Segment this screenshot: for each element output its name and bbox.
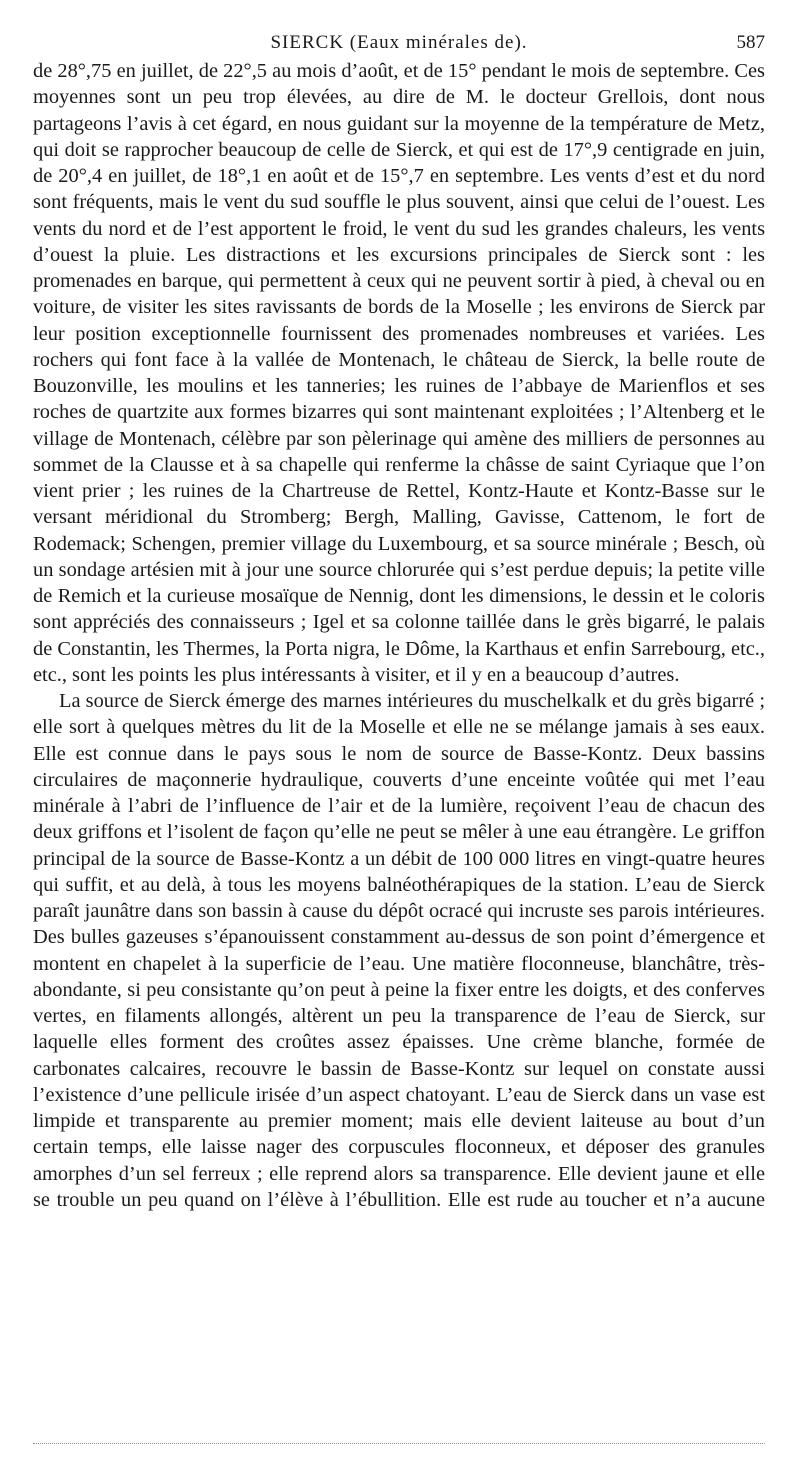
paragraph-1: de 28°,75 en juillet, de 22°,5 au mois d’août, et de 15° pendant le mois de septembre. Ces moyennes sont un peu trop élevées, au dire de M. le docteur Grellois, dont nous partageons l’avis à cet égard, en nous guidant sur la moyenne de la température de Metz, qui doit se rapprocher beaucoup de celle de Sierck, et qui est de 17°,9 centigrade en juin, de 20°,4 en juillet, de 18°,1 en août et de 15°,7 en septembre. Les vents d’est et du nord sont fréquents, mais le vent du sud souffle le plus souvent, ainsi que celui de l’ouest. Les vents du nord et de l’est apportent le froid, le vent du sud les grandes chaleurs, les vents d’ouest la pluie. Les distractions et les excursions principales de Sierck sont : les promenades en barque, qui permettent à ceux qui ne peuvent sortir à pied, à cheval ou en voiture, de visiter les sites ravissants de bords de la Moselle ; les environs de Sierck par leur position exceptionnelle fournissent des promenades nombreuses et variées. Les rochers qui font face à la vallée de Montenach, le château de Sierck, la belle route de Bouzonville, les moulins et les tanneries; les ruines de l’abbaye de Marienflos et ses roches de quartzite aux formes bizarres qui sont maintenant exploitées ; l’Altenberg et le village de Montenach, célèbre par son pèlerinage qui amène des milliers de personnes au sommet de la Clausse et à sa chapelle qui renferme la châsse de saint Cyriaque que l’on vient prier ; les ruines de la Chartreuse de Rettel, Kontz-Haute et Kontz-Basse sur le versant méridional du Stromberg; Bergh, Malling, Gavisse, Cattenom, le fort de Rodemack; Schengen, premier village du Luxembourg, et sa source minérale ; Besch, où un sondage artésien mit à jour une source chlorurée qui s’est perdue depuis; la petite ville de Remich et la curieuse mosaïque de Nennig, dont les dimensions, le dessin et le coloris sont appréciés des connaisseurs ; Igel et sa colonne taillée dans le grès bigarré, le palais de Constantin, les Thermes, la Porta nigra, le Dôme, la Karthaus et enfin Sarrebourg, etc., etc., sont les points les plus intéressants à visiter, et il y en a beaucoup d’autres. [33,60,765,686]
paragraph-2: La source de Sierck émerge des marnes intérieures du muschelkalk et du grès bigarré ; elle sort à quelques mètres du lit de la Moselle et elle ne se mélange jamais à ses eaux. Elle est connue dans le pays sous le nom de source de Basse-Kontz. Deux bassins circulaires de maçonnerie hydraulique, couverts d’une enceinte voûtée qui met l’eau minérale à l’abri de l’influence de l’air et de la lumière, reçoivent l’eau de chacun des deux griffons et l’isolent de façon qu’elle ne peut se mêler à une eau étrangère. Le griffon principal de la source de Basse-Kontz a un débit de 100 000 litres en vingt-quatre heures qui suffit, et au delà, à tous les moyens balnéothérapiques de la station. L’eau de Sierck paraît jaunâtre dans son bassin à cause du dépôt ocracé qui incruste ses parois intérieures. Des bulles gazeuses s’épanouissent constamment au-dessus de son point d’émergence et montent en chapelet à la superficie de l’eau. Une matière floconneuse, blanchâtre, très-abondante, si peu consistante qu’on peut à peine la fixer entre les doigts, et des conferves vertes, en filaments allongés, altèrent un peu la transparence de l’eau de Sierck, sur laquelle elles forment des croûtes assez épaisses. Une crème blanche, formée de carbonates calcaires, recouvre le bassin de Basse-Kontz sur lequel on constate aussi l’existence d’une pellicule irisée d’un aspect chatoyant. L’eau de Sierck dans un vase est limpide et transparente au premier moment; mais elle devient laiteuse au bout d’un certain temps, elle laisse nager des corpuscules floconneux, et déposer des granules amorphes d’un sel ferreux ; elle reprend alors sa transparence. Elle devient jaune et elle se trouble un peu quand on l’élève à l’ébullition. Elle est rude au toucher et n’a aucune [33,690,765,1211]
running-header [33,22,765,58]
body-text [33,58,765,1213]
bottom-dotted-rule [33,1443,765,1444]
page-number: 587 [736,32,765,53]
book-page [33,22,765,1213]
running-title: SIERCK (Eaux minérales de). [270,32,528,53]
